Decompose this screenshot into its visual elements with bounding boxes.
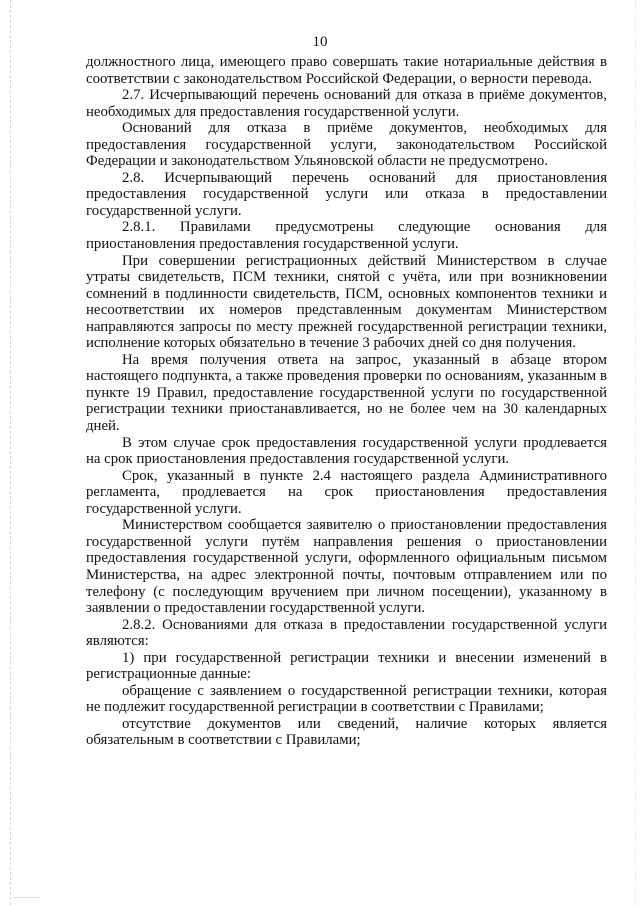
list-item-not-subject-registration: обращение с заявлением о государственной регистрации техники, которая не подлежит государственной регистрации в соответствии с Правилами; xyxy=(86,682,607,716)
paragraph-continuation: должностного лица, имеющего право совершать такие нотариальные действия в соответствии с законодательством Российской Федерации, о верности перевода. xyxy=(86,54,607,87)
page-number: 10 xyxy=(312,34,328,50)
paragraph-2-8-1: 2.8.1. Правилами предусмотрены следующие основания для приостановления предоставления государственной услуги. xyxy=(86,219,607,253)
document-body xyxy=(86,54,607,749)
scan-edge-line-right xyxy=(635,0,636,905)
paragraph-term-2-4-extension: Срок, указанный в пункте 2.4 настоящего раздела Административного регламента, продлевается на срок приостановления предоставления государственной услуги. xyxy=(86,467,607,517)
list-item-1: 1) при государственной регистрации техники и внесении изменений в регистрационные данные: xyxy=(86,649,607,683)
paragraph-registration-requests: При совершении регистрационных действий Министерством в случае утраты свидетельств, ПСМ техники, снятой с учёта, или при возникновении сомнений в подлинности свидетельств, ПСМ, основных компонентов техники и несоответствии их номеров представленным документам Министерством направляются запросы по месту прежней государственной регистрации техники, исполнение которых обязательно в течение 3 рабочих дней со дня получения. xyxy=(86,252,607,352)
paragraph-notification: Министерством сообщается заявителю о приостановлении предоставления государственной услуги путём направления решения о приостановлении предоставления государственной услуги, оформленного официальным письмом Министерства, на адрес электронной почты, почтовым отправлением или по телефону (с последующим вручением при личном посещении), указанному в заявлении о предоставлении государственной услуги. xyxy=(86,517,607,617)
paragraph-term-extension: В этом случае срок предоставления государственной услуги продлевается на срок приостановления предоставления государственной услуги. xyxy=(86,434,607,468)
paragraph-2-8-2: 2.8.2. Основаниями для отказа в предоставлении государственной услуги являются: xyxy=(86,616,607,650)
list-item-missing-documents: отсутствие документов или сведений, наличие которых является обязательным в соответствии с Правилами; xyxy=(86,715,607,749)
paragraph-no-refusal-grounds: Оснований для отказа в приёме документов, необходимых для предоставления государственной услуги, законодательством Российской Федерации и законодательством Ульяновской области не предусмотрено. xyxy=(86,120,607,170)
paragraph-suspension-period: На время получения ответа на запрос, указанный в абзаце втором настоящего подпункта, а также проведения проверки по основаниям, указанным в пункте 19 Правил, предоставление государственной услуги по государственной регистрации техники приостанавливается, но не более чем на 30 календарных дней. xyxy=(86,351,607,435)
paragraph-2-8-heading: 2.8. Исчерпывающий перечень оснований для приостановления предоставления государственной услуги или отказа в предоставлении государственной услуги. xyxy=(86,169,607,219)
paragraph-2-7-heading: 2.7. Исчерпывающий перечень оснований для отказа в приёме документов, необходимых для предоставления государственной услуги. xyxy=(86,87,607,120)
scan-artifact xyxy=(14,897,40,901)
scan-edge-line xyxy=(10,0,11,905)
